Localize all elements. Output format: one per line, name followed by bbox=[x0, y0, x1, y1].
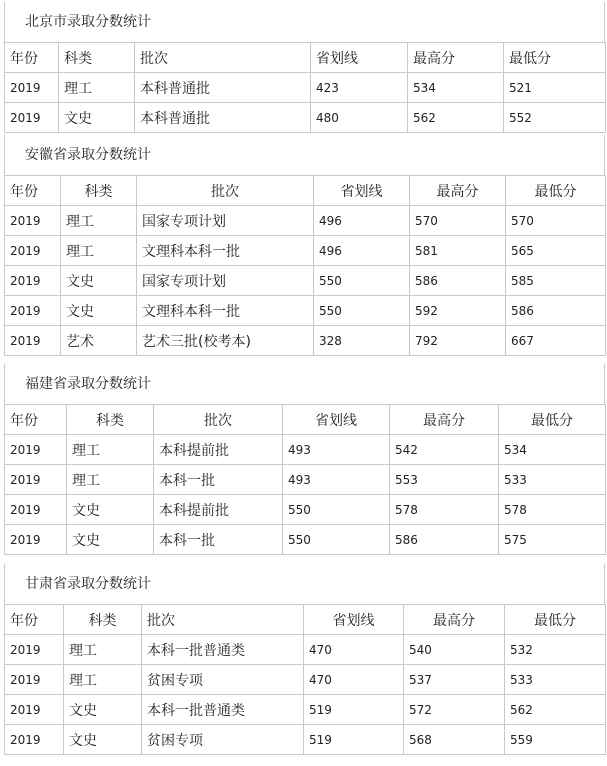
header-max-score: 最高分 bbox=[408, 43, 504, 73]
cell-max-score: 586 bbox=[390, 525, 499, 555]
cell-province-line: 470 bbox=[304, 665, 404, 695]
header-subject: 科类 bbox=[64, 605, 142, 635]
cell-min-score: 575 bbox=[499, 525, 606, 555]
cell-min-score: 578 bbox=[499, 495, 606, 525]
cell-batch: 国家专项计划 bbox=[137, 206, 314, 236]
cell-min-score: 533 bbox=[499, 465, 606, 495]
cell-year: 2019 bbox=[5, 695, 64, 725]
cell-province-line: 493 bbox=[283, 465, 390, 495]
header-subject: 科类 bbox=[61, 176, 137, 206]
section-title: 安徽省录取分数统计 bbox=[4, 135, 605, 175]
table-header-row bbox=[5, 176, 606, 206]
cell-province-line: 496 bbox=[314, 206, 410, 236]
cell-batch: 国家专项计划 bbox=[137, 266, 314, 296]
cell-max-score: 553 bbox=[390, 465, 499, 495]
cell-year: 2019 bbox=[5, 326, 61, 356]
table-row bbox=[5, 266, 606, 296]
header-year: 年份 bbox=[5, 405, 67, 435]
cell-year: 2019 bbox=[5, 495, 67, 525]
cell-province-line: 550 bbox=[314, 266, 410, 296]
table-row bbox=[5, 103, 606, 133]
section-title: 福建省录取分数统计 bbox=[4, 364, 605, 404]
cell-batch: 贫困专项 bbox=[142, 665, 304, 695]
header-max-score: 最高分 bbox=[404, 605, 505, 635]
table-row bbox=[5, 525, 606, 555]
section-anhui bbox=[4, 135, 605, 356]
cell-subject: 文史 bbox=[61, 296, 137, 326]
cell-min-score: 585 bbox=[506, 266, 606, 296]
cell-min-score: 586 bbox=[506, 296, 606, 326]
cell-year: 2019 bbox=[5, 296, 61, 326]
section-fujian bbox=[4, 364, 605, 555]
table-row bbox=[5, 326, 606, 356]
cell-year: 2019 bbox=[5, 206, 61, 236]
cell-year: 2019 bbox=[5, 73, 59, 103]
cell-province-line: 470 bbox=[304, 635, 404, 665]
cell-year: 2019 bbox=[5, 465, 67, 495]
cell-min-score: 565 bbox=[506, 236, 606, 266]
cell-min-score: 533 bbox=[505, 665, 606, 695]
cell-subject: 理工 bbox=[61, 236, 137, 266]
cell-subject: 文史 bbox=[59, 103, 135, 133]
table-row bbox=[5, 296, 606, 326]
cell-batch: 本科一批普通类 bbox=[142, 635, 304, 665]
cell-max-score: 581 bbox=[410, 236, 506, 266]
table-row bbox=[5, 435, 606, 465]
score-table-fujian bbox=[4, 404, 606, 555]
cell-max-score: 578 bbox=[390, 495, 499, 525]
score-table-anhui bbox=[4, 175, 606, 356]
table-header-row bbox=[5, 605, 606, 635]
cell-min-score: 534 bbox=[499, 435, 606, 465]
cell-min-score: 667 bbox=[506, 326, 606, 356]
header-province-line: 省划线 bbox=[314, 176, 410, 206]
cell-max-score: 586 bbox=[410, 266, 506, 296]
cell-province-line: 496 bbox=[314, 236, 410, 266]
table-row bbox=[5, 725, 606, 755]
header-batch: 批次 bbox=[142, 605, 304, 635]
cell-subject: 文史 bbox=[67, 495, 154, 525]
cell-year: 2019 bbox=[5, 435, 67, 465]
cell-province-line: 550 bbox=[283, 495, 390, 525]
table-row bbox=[5, 635, 606, 665]
cell-max-score: 542 bbox=[390, 435, 499, 465]
cell-year: 2019 bbox=[5, 665, 64, 695]
table-row bbox=[5, 665, 606, 695]
cell-year: 2019 bbox=[5, 103, 59, 133]
cell-batch: 本科一批 bbox=[154, 465, 283, 495]
cell-batch: 本科提前批 bbox=[154, 435, 283, 465]
cell-year: 2019 bbox=[5, 236, 61, 266]
cell-subject: 理工 bbox=[67, 435, 154, 465]
cell-max-score: 537 bbox=[404, 665, 505, 695]
cell-province-line: 519 bbox=[304, 725, 404, 755]
cell-min-score: 532 bbox=[505, 635, 606, 665]
cell-subject: 理工 bbox=[67, 465, 154, 495]
table-row bbox=[5, 465, 606, 495]
cell-batch: 文理科本科一批 bbox=[137, 236, 314, 266]
header-province-line: 省划线 bbox=[283, 405, 390, 435]
cell-subject: 文史 bbox=[64, 725, 142, 755]
cell-min-score: 521 bbox=[504, 73, 606, 103]
header-min-score: 最低分 bbox=[504, 43, 606, 73]
header-min-score: 最低分 bbox=[499, 405, 606, 435]
cell-subject: 文史 bbox=[67, 525, 154, 555]
cell-subject: 理工 bbox=[64, 635, 142, 665]
cell-province-line: 550 bbox=[283, 525, 390, 555]
cell-province-line: 519 bbox=[304, 695, 404, 725]
cell-batch: 艺术三批(校考本) bbox=[137, 326, 314, 356]
section-beijing bbox=[4, 2, 605, 133]
cell-subject: 文史 bbox=[64, 695, 142, 725]
cell-min-score: 562 bbox=[505, 695, 606, 725]
cell-batch: 文理科本科一批 bbox=[137, 296, 314, 326]
cell-year: 2019 bbox=[5, 725, 64, 755]
cell-province-line: 423 bbox=[311, 73, 408, 103]
header-province-line: 省划线 bbox=[311, 43, 408, 73]
cell-subject: 理工 bbox=[64, 665, 142, 695]
cell-max-score: 540 bbox=[404, 635, 505, 665]
header-min-score: 最低分 bbox=[505, 605, 606, 635]
cell-batch: 本科一批 bbox=[154, 525, 283, 555]
section-title: 甘肃省录取分数统计 bbox=[4, 564, 605, 604]
cell-year: 2019 bbox=[5, 635, 64, 665]
cell-max-score: 572 bbox=[404, 695, 505, 725]
score-table-gansu bbox=[4, 604, 606, 755]
table-row bbox=[5, 73, 606, 103]
section-title: 北京市录取分数统计 bbox=[4, 2, 605, 42]
cell-min-score: 570 bbox=[506, 206, 606, 236]
cell-max-score: 562 bbox=[408, 103, 504, 133]
cell-max-score: 592 bbox=[410, 296, 506, 326]
header-min-score: 最低分 bbox=[506, 176, 606, 206]
cell-province-line: 493 bbox=[283, 435, 390, 465]
cell-subject: 文史 bbox=[61, 266, 137, 296]
cell-min-score: 559 bbox=[505, 725, 606, 755]
header-max-score: 最高分 bbox=[390, 405, 499, 435]
header-subject: 科类 bbox=[59, 43, 135, 73]
header-batch: 批次 bbox=[135, 43, 311, 73]
score-table-beijing bbox=[4, 42, 606, 133]
cell-batch: 本科普通批 bbox=[135, 103, 311, 133]
header-province-line: 省划线 bbox=[304, 605, 404, 635]
header-subject: 科类 bbox=[67, 405, 154, 435]
cell-province-line: 550 bbox=[314, 296, 410, 326]
table-row bbox=[5, 206, 606, 236]
cell-batch: 本科普通批 bbox=[135, 73, 311, 103]
header-year: 年份 bbox=[5, 176, 61, 206]
cell-min-score: 552 bbox=[504, 103, 606, 133]
table-row bbox=[5, 236, 606, 266]
header-year: 年份 bbox=[5, 43, 59, 73]
cell-year: 2019 bbox=[5, 525, 67, 555]
header-batch: 批次 bbox=[137, 176, 314, 206]
cell-subject: 艺术 bbox=[61, 326, 137, 356]
cell-year: 2019 bbox=[5, 266, 61, 296]
cell-max-score: 568 bbox=[404, 725, 505, 755]
table-header-row bbox=[5, 405, 606, 435]
cell-batch: 本科提前批 bbox=[154, 495, 283, 525]
cell-batch: 本科一批普通类 bbox=[142, 695, 304, 725]
cell-province-line: 480 bbox=[311, 103, 408, 133]
header-batch: 批次 bbox=[154, 405, 283, 435]
cell-subject: 理工 bbox=[59, 73, 135, 103]
cell-max-score: 792 bbox=[410, 326, 506, 356]
header-max-score: 最高分 bbox=[410, 176, 506, 206]
cell-province-line: 328 bbox=[314, 326, 410, 356]
section-gansu bbox=[4, 564, 605, 755]
cell-max-score: 570 bbox=[410, 206, 506, 236]
cell-max-score: 534 bbox=[408, 73, 504, 103]
cell-batch: 贫困专项 bbox=[142, 725, 304, 755]
table-row bbox=[5, 695, 606, 725]
table-header-row bbox=[5, 43, 606, 73]
header-year: 年份 bbox=[5, 605, 64, 635]
table-row bbox=[5, 495, 606, 525]
cell-subject: 理工 bbox=[61, 206, 137, 236]
